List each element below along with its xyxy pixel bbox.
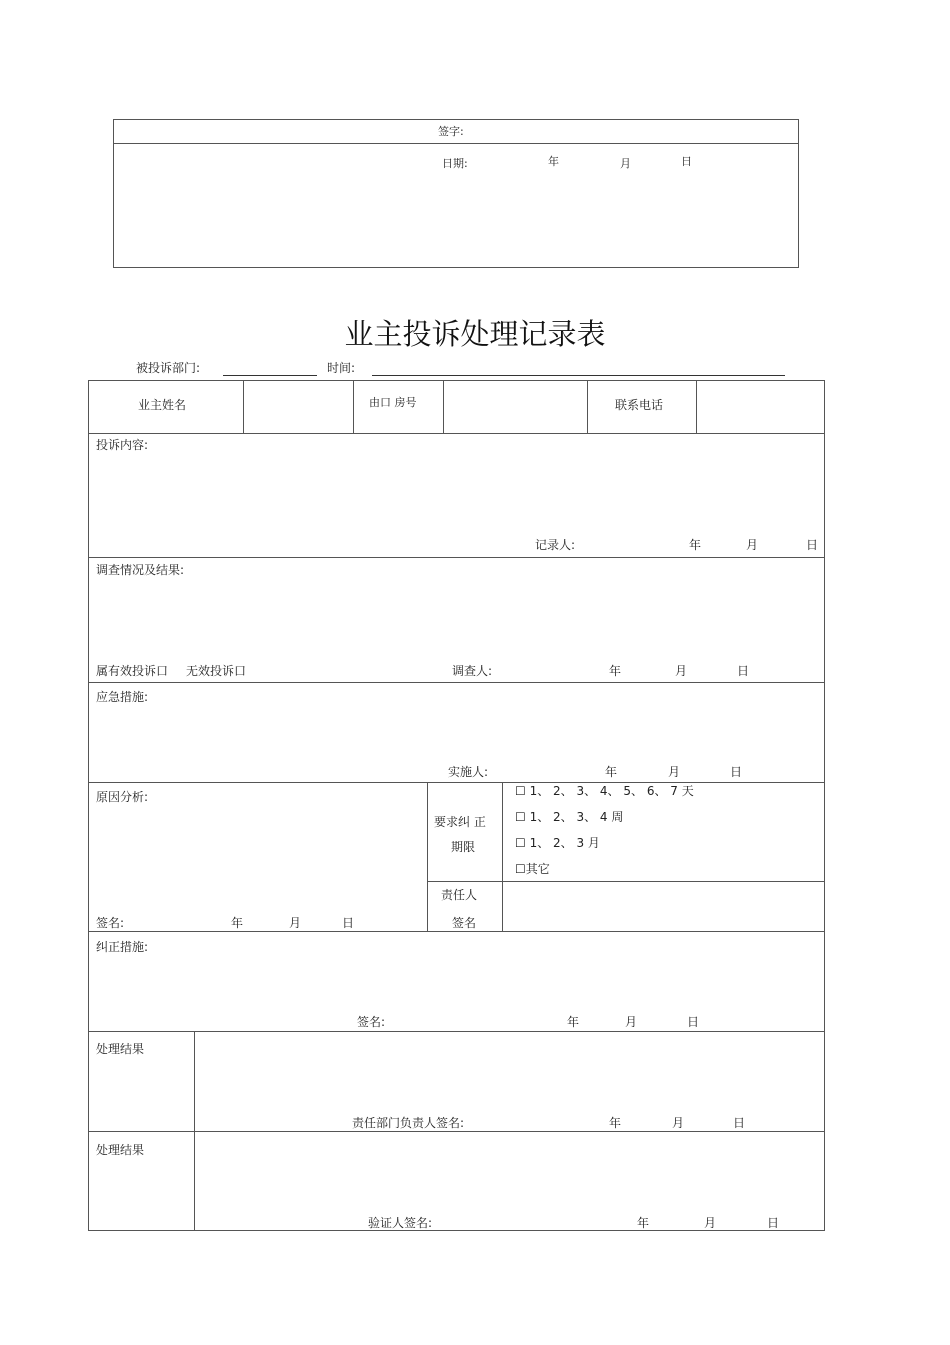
investigation-bottom [88,682,825,683]
row1-divider-3 [443,380,444,434]
dept-field[interactable] [223,375,317,376]
phone-label: 联系电话 [615,398,664,412]
result1-label: 处理结果 [96,1042,145,1056]
cause-label: 原因分析: [96,790,149,804]
correction-area[interactable] [92,956,820,1012]
result1-month: 月 [672,1116,685,1130]
deadline-option-days[interactable]: ☐ 1、 2、 3、 4、 5、 6、 7 天 [515,784,694,798]
cause-bottom [88,931,825,932]
complaint-day: 日 [806,538,819,552]
unit-room-field[interactable] [445,382,585,432]
deadline-option-weeks[interactable]: ☐ 1、 2、 3、 4 周 [515,810,624,824]
result1-year: 年 [609,1116,622,1130]
unit-room-label: 由口 房号 [369,396,417,409]
investigation-label: 调查情况及结果: [96,563,185,577]
responsible-label-line2: 签名 [452,916,477,930]
time-field[interactable] [372,375,785,376]
result2-month: 月 [704,1216,717,1230]
result1-day: 日 [733,1116,746,1130]
result1-area[interactable] [197,1034,821,1110]
investigation-month: 月 [675,664,688,678]
top-sign-label: 签字: [438,125,464,138]
deadline-option-months[interactable]: ☐ 1、 2、 3 月 [515,836,600,850]
responsible-label-line1: 责任人 [441,888,478,902]
cause-day: 日 [342,916,355,930]
emergency-area[interactable] [92,706,820,762]
cause-sign-label: 签名: [96,916,125,930]
complaint-bottom [88,557,825,558]
top-date-label: 日期: [442,157,468,170]
phone-field[interactable] [698,382,823,432]
correction-day: 日 [687,1015,700,1029]
deadline-option-other[interactable]: ☐其它 [515,862,550,876]
cause-divider-1 [427,782,428,932]
cause-area[interactable] [92,806,422,910]
result2-year: 年 [637,1216,650,1230]
result2-label: 处理结果 [96,1143,145,1157]
recorder-label: 记录人: [535,538,576,552]
cause-inner-divider [427,881,825,882]
top-month: 月 [620,157,631,170]
row1-divider-1 [243,380,244,434]
complaint-month: 月 [746,538,759,552]
time-label: 时间: [327,361,356,375]
row1-bottom [88,433,825,434]
correction-bottom [88,1031,825,1032]
emergency-year: 年 [605,765,618,779]
implementer-label: 实施人: [448,765,489,779]
top-day: 日 [681,155,692,168]
top-sign-box [113,119,799,268]
result2-day: 日 [767,1216,780,1230]
correction-label: 纠正措施: [96,940,149,954]
cause-month: 月 [289,916,302,930]
valid-complaint-checkbox[interactable]: 属有效投诉口 [96,664,169,678]
emergency-label: 应急措施: [96,690,149,704]
owner-name-label: 业主姓名 [138,398,187,412]
investigation-area[interactable] [92,580,820,658]
page-title: 业主投诉处理记录表 [344,317,606,351]
emergency-day: 日 [730,765,743,779]
row1-divider-5 [696,380,697,434]
emergency-bottom [88,782,825,783]
invalid-complaint-checkbox[interactable]: 无效投诉口 [186,664,247,678]
correction-sign-label: 签名: [357,1015,386,1029]
top-box-divider [113,143,799,144]
investigation-day: 日 [737,664,750,678]
top-year: 年 [548,155,559,168]
responsible-sign-field[interactable] [504,883,822,930]
cause-year: 年 [231,916,244,930]
investigator-label: 调查人: [452,664,493,678]
complaint-content-area[interactable] [92,454,820,534]
correction-year: 年 [567,1015,580,1029]
investigation-year: 年 [609,664,622,678]
row1-divider-4 [587,380,588,434]
result1-sign-label: 责任部门负责人签名: [352,1116,465,1130]
cause-divider-2 [502,782,503,932]
complaint-year: 年 [689,538,702,552]
row1-divider-2 [353,380,354,434]
owner-name-field[interactable] [245,382,351,432]
complaint-label: 投诉内容: [96,438,149,452]
deadline-label-line2: 期限 [451,840,476,854]
result2-sign-label: 验证人签名: [368,1216,433,1230]
result2-area[interactable] [197,1134,821,1210]
correction-month: 月 [625,1015,638,1029]
dept-label: 被投诉部门: [136,361,201,375]
emergency-month: 月 [668,765,681,779]
result1-bottom [88,1131,825,1132]
deadline-label-line1: 要求纠 正 [434,815,486,829]
